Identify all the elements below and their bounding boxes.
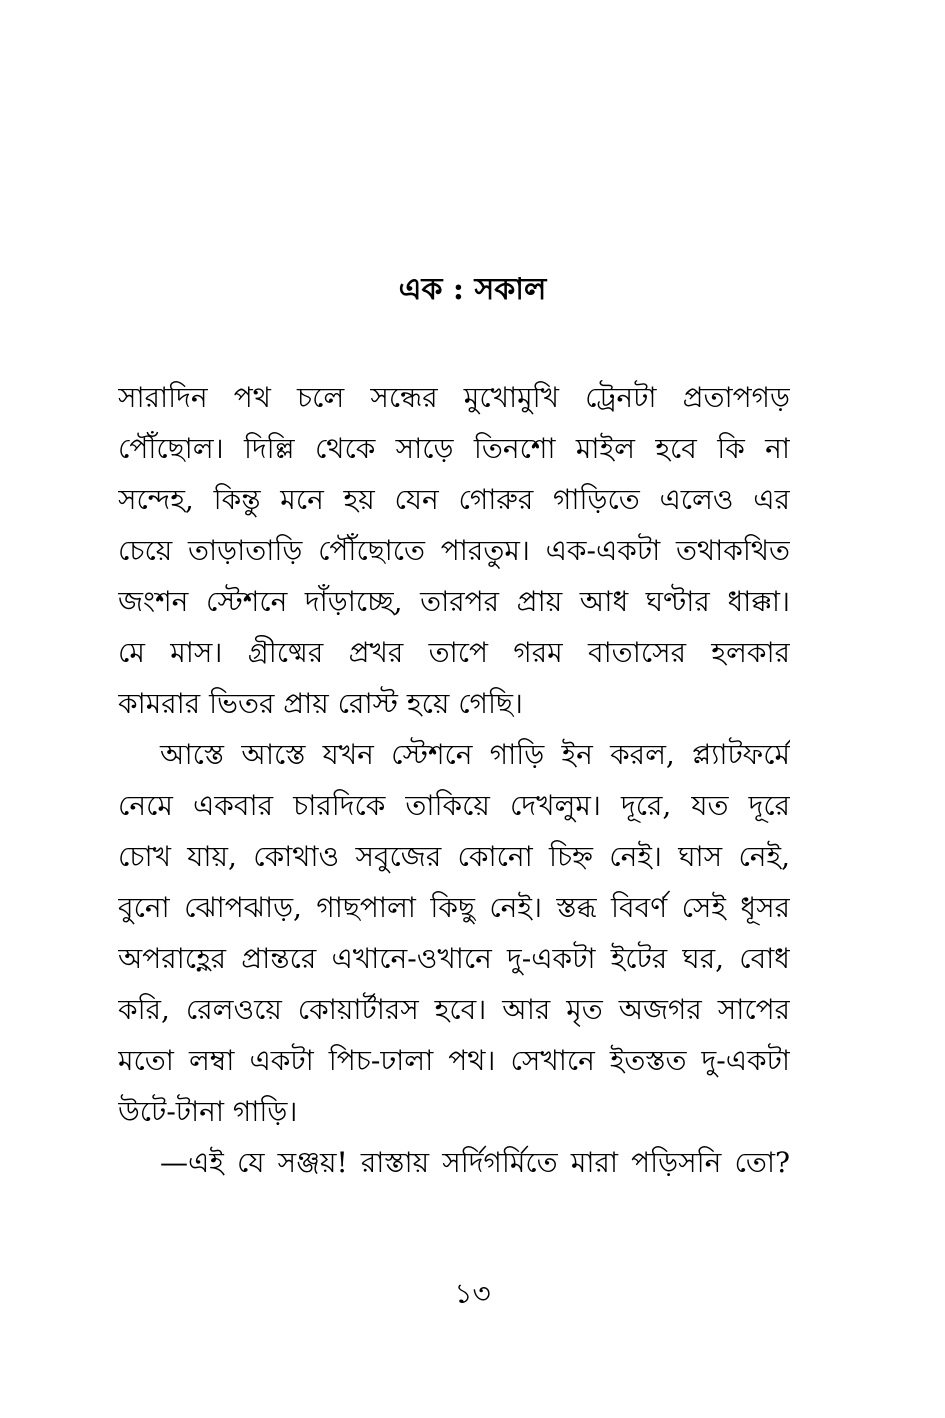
body-text (118, 372, 790, 1188)
text-line: মে মাস। গ্রীষ্মের প্রখর তাপে গরম বাতাসের হলকার (118, 636, 790, 669)
text-line: জংশন স্টেশনে দাঁড়াচ্ছে, তারপর প্রায় আধ ঘণ্টার ধাক্কা। (118, 585, 790, 618)
text-line: করি, রেলওয়ে কোয়ার্টারস হবে। আর মৃত অজগর সাপের (118, 993, 790, 1026)
text-line: উটে-টানা গাড়ি। (118, 1095, 298, 1128)
text-line: চোখ যায়, কোথাও সবুজের কোনো চিহ্ন নেই। ঘাস নেই, (118, 840, 790, 873)
text-line: সন্দেহ, কিন্তু মনে হয় যেন গোরুর গাড়িতে এলেও এর (118, 483, 790, 516)
text-line: নেমে একবার চারদিকে তাকিয়ে দেখলুম। দূরে, যত দূরে (118, 789, 790, 822)
text-line: কামরার ভিতর প্রায় রোস্ট হয়ে গেছি। (118, 687, 523, 720)
text-line: চেয়ে তাড়াতাড়ি পৌঁছোতে পারতুম। এক-একটা তথাকথিত (118, 534, 790, 567)
text-line: সারাদিন পথ চলে সন্ধের মুখোমুখি ট্রেনটা প্রতাপগড় (118, 381, 790, 414)
text-line: আস্তে আস্তে যখন স্টেশনে গাড়ি ইন করল, প্ল্যাটফর্মে (160, 738, 790, 771)
chapter-title: এক : সকাল (398, 272, 547, 307)
page-number: ১৩ (454, 1277, 491, 1310)
text-line: অপরাহ্ণের প্রান্তরে এখানে-ওখানে দু-একটা ইটের ঘর, বোধ (118, 942, 790, 975)
text-line: —এই যে সঞ্জয়! রাস্তায় সর্দিগর্মিতে মারা পড়িসনি তো? (160, 1146, 790, 1179)
text-line: মতো লম্বা একটা পিচ-ঢালা পথ। সেখানে ইতস্তত দু-একটা (118, 1044, 790, 1077)
text-line: বুনো ঝোপঝাড়, গাছপালা কিছু নেই। স্তব্ধ বিবর্ণ সেই ধূসর (118, 891, 790, 924)
text-line: পৌঁছোল। দিল্লি থেকে সাড়ে তিনশো মাইল হবে কি না (118, 432, 790, 465)
